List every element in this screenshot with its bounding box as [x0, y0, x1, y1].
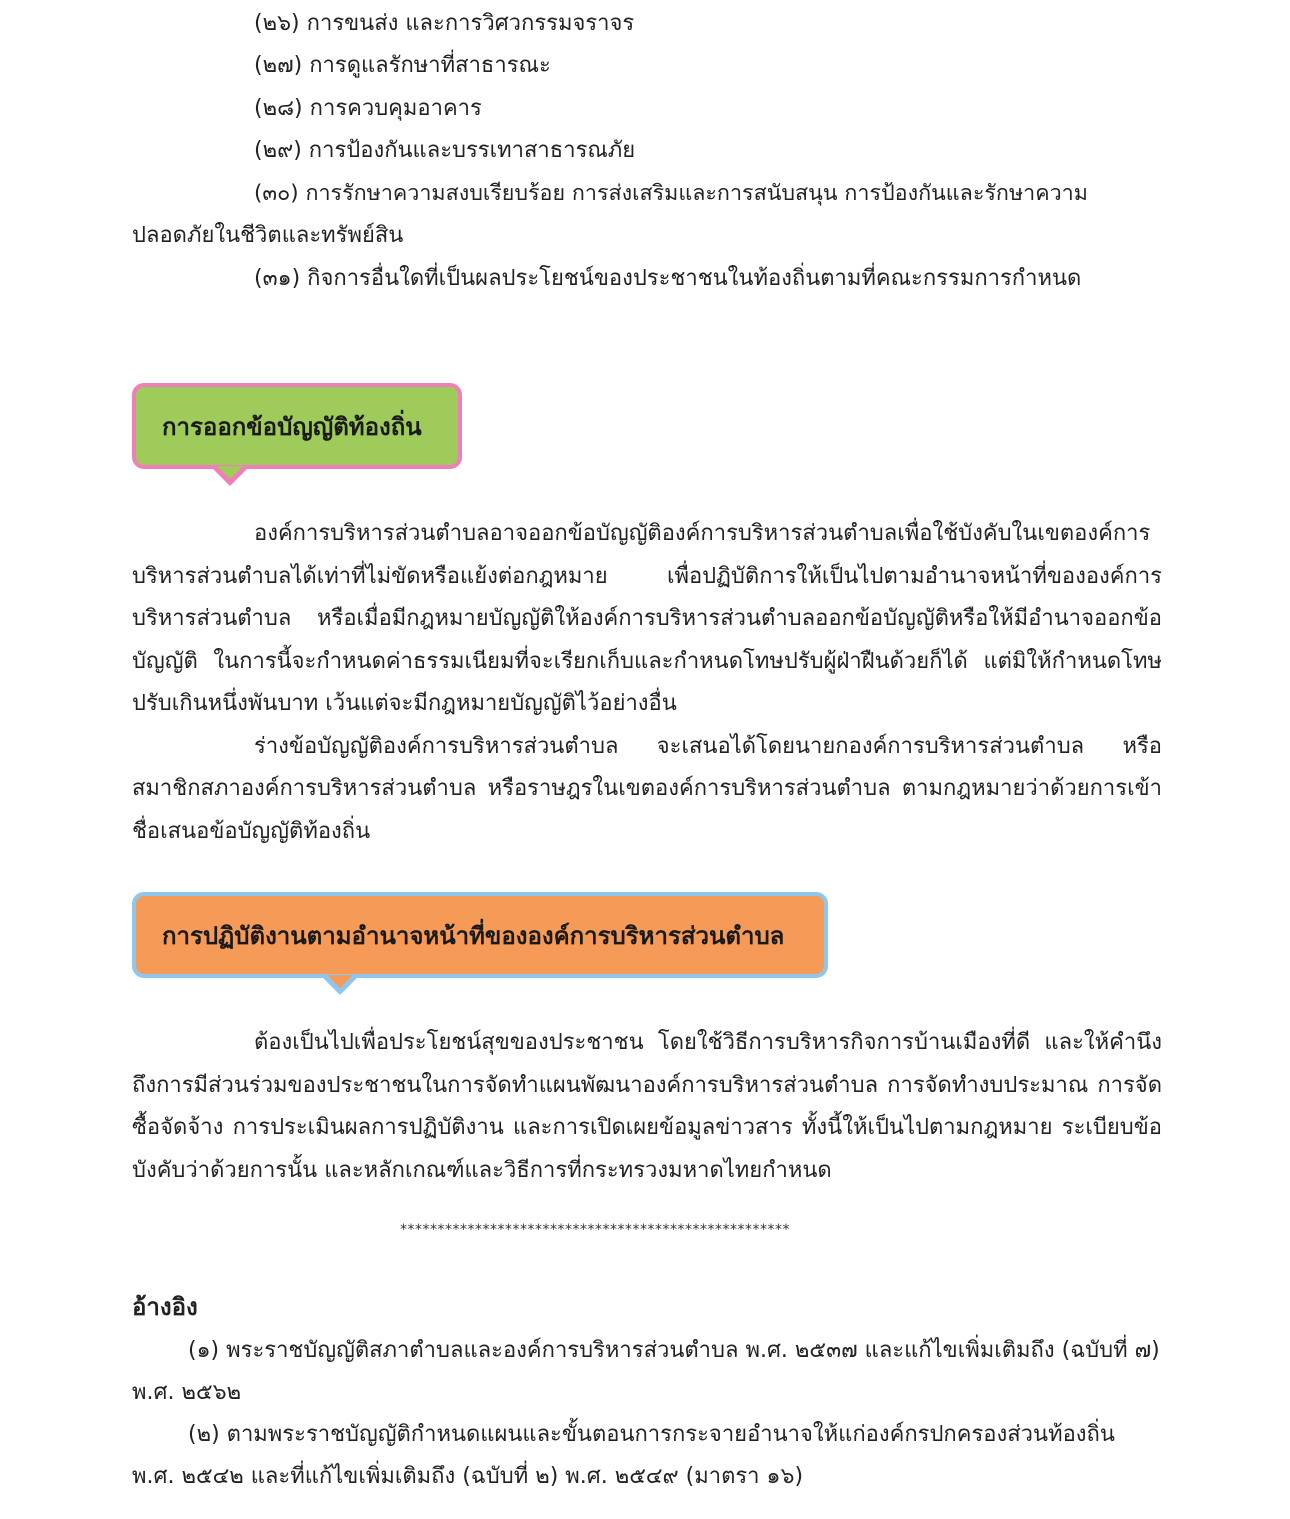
- divider: ****************************************************: [400, 1222, 790, 1238]
- section-title: การปฏิบัติงานตามอำนาจหน้าที่ขององค์การบริหารส่วนตำบล: [162, 921, 785, 950]
- list-item: (๓๑) กิจการอื่นใดที่เป็นผลประโยชน์ของประชาชนในท้องถิ่นตามที่คณะกรรมการกำหนด: [254, 266, 1082, 291]
- reference-item-continuation: พ.ศ. ๒๕๔๒ และที่แก้ไขเพิ่มเติมถึง (ฉบับที่ ๒) พ.ศ. ๒๕๔๙ (มาตรา ๑๖): [132, 1464, 804, 1489]
- section-body: [132, 1022, 1162, 1192]
- list-item: (๓๐) การรักษาความสงบเรียบร้อย การส่งเสริมและการสนับสนุน การป้องกันและรักษาความ: [254, 181, 1088, 206]
- list-item: (๒๘) การควบคุมอาคาร: [254, 96, 482, 121]
- references-heading: อ้างอิง: [132, 1293, 198, 1321]
- reference-item-continuation: พ.ศ. ๒๕๖๒: [132, 1380, 242, 1405]
- paragraph: ร่างข้อบัญญัติองค์การบริหารส่วนตำบล จะเสนอได้โดยนายกองค์การบริหารส่วนตำบล หรือสมาชิกสภาองค์การบริหารส่วนตำบล หรือราษฎรในเขตองค์การบริหารส่วนตำบล ตามกฎหมายว่าด้วยการเข้าชื่อเสนอข้อบัญญัติท้องถิ่น: [132, 733, 1162, 844]
- reference-item: (๒) ตามพระราชบัญญัติกำหนดแผนและขั้นตอนการกระจายอำนาจให้แก่องค์กรปกครองส่วนท้องถิ่น: [188, 1422, 1115, 1447]
- section-heading-banner: [132, 383, 462, 469]
- banner-tail-inner: [217, 466, 243, 479]
- list-item-continuation: ปลอดภัยในชีวิตและทรัพย์สิน: [132, 223, 404, 248]
- section-body: [132, 513, 1162, 853]
- list-item: (๒๖) การขนส่ง และการวิศวกรรมจราจร: [254, 11, 635, 36]
- paragraph: องค์การบริหารส่วนตำบลอาจออกข้อบัญญัติองค์การบริหารส่วนตำบลเพื่อใช้บังคับในเขตองค์การบริหารส่วนตำบลได้เท่าที่ไม่ขัดหรือแย้งต่อกฎหมาย เพื่อปฏิบัติการให้เป็นไปตามอำนาจหน้าที่ขององค์การบริหารส่วนตำบล หรือเมื่อมีกฎหมายบัญญัติให้องค์การบริหารส่วนตำบลออกข้อบัญญัติหรือให้มีอำนาจออกข้อบัญญัติ ในการนี้จะกำหนดค่าธรรมเนียมที่จะเรียกเก็บและกำหนดโทษปรับผู้ฝ่าฝืนด้วยก็ได้ แต่มิให้กำหนดโทษปรับเกินหนึ่งพันบาท เว้นแต่จะมีกฎหมายบัญญัติไว้อย่างอื่น: [132, 521, 1162, 716]
- section-title: การออกข้อบัญญัติท้องถิ่น: [162, 412, 422, 441]
- paragraph: ต้องเป็นไปเพื่อประโยชน์สุขของประชาชน โดยใช้วิธีการบริหารกิจการบ้านเมืองที่ดี และให้คำนึงถึงการมีส่วนร่วมของประชาชนในการจัดทำแผนพัฒนาองค์การบริหารส่วนตำบล การจัดทำงบประมาณ การจัดซื้อจัดจ้าง การประเมินผลการปฏิบัติงาน และการเปิดเผยข้อมูลข่าวสาร ทั้งนี้ให้เป็นไปตามกฎหมาย ระเบียบข้อบังคับว่าด้วยการนั้น และหลักเกณฑ์และวิธีการที่กระทรวงมหาดไทยกำหนด: [132, 1030, 1162, 1183]
- section-heading-banner: [132, 892, 828, 978]
- reference-item: (๑) พระราชบัญญัติสภาตำบลและองค์การบริหารส่วนตำบล พ.ศ. ๒๕๓๗ และแก้ไขเพิ่มเติมถึง (ฉบับที่ ๗): [188, 1338, 1160, 1363]
- banner-tail-inner: [327, 975, 353, 988]
- list-item: (๒๗) การดูแลรักษาที่สาธารณะ: [254, 53, 551, 78]
- list-item: (๒๙) การป้องกันและบรรเทาสาธารณภัย: [254, 138, 636, 163]
